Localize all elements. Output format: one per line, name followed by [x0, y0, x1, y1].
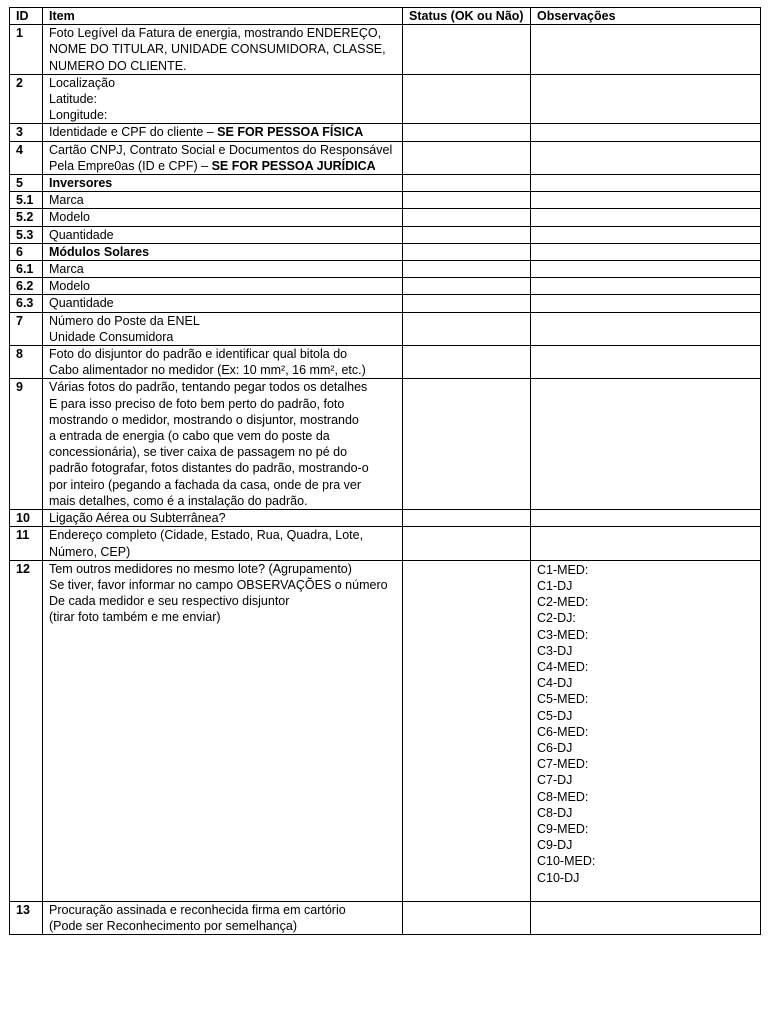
- status-cell[interactable]: [403, 226, 531, 243]
- item-line: (Pode ser Reconhecimento por semelhança): [49, 918, 298, 933]
- item-line: Número do Poste da ENEL: [49, 313, 200, 328]
- observacoes-cell[interactable]: [531, 124, 761, 141]
- breaker-field: C10-DJ: [537, 870, 580, 885]
- observacoes-cell[interactable]: [531, 175, 761, 192]
- row-id: 4: [10, 141, 43, 174]
- observacoes-cell[interactable]: [531, 192, 761, 209]
- row-item: Quantidade: [43, 295, 403, 312]
- meter-field: C1-MED:: [537, 562, 589, 577]
- table-row-5-2: [10, 209, 761, 226]
- row-id: 6.2: [10, 278, 43, 295]
- breaker-field: C3-DJ: [537, 643, 573, 658]
- row-id: 10: [10, 510, 43, 527]
- item-line: padrão fotografar, fotos distantes do padrão, mostrando-o: [49, 461, 369, 476]
- item-line: Várias fotos do padrão, tentando pegar todos os detalhes: [49, 380, 368, 395]
- item-line: Foto Legível da Fatura de energia, mostrando ENDEREÇO,: [49, 26, 382, 41]
- item-line: Cartão CNPJ, Contrato Social e Documentos do Responsável: [49, 142, 393, 157]
- status-cell[interactable]: [403, 124, 531, 141]
- item-line: Procuração assinada e reconhecida firma em cartório: [49, 902, 346, 917]
- observacoes-cell[interactable]: [531, 74, 761, 124]
- table-row-6-2: [10, 278, 761, 295]
- row-id: 3: [10, 124, 43, 141]
- table-row-7: [10, 312, 761, 345]
- meter-field: C8-MED:: [537, 789, 589, 804]
- item-line: Foto do disjuntor do padrão e identificar qual bitola do: [49, 347, 348, 362]
- row-item: [43, 346, 403, 379]
- row-item: [43, 25, 403, 75]
- row-id: 6.3: [10, 295, 43, 312]
- status-cell[interactable]: [403, 278, 531, 295]
- item-line: Se tiver, favor informar no campo OBSERVAÇÕES o número: [49, 577, 388, 592]
- meter-field: C7-MED:: [537, 757, 589, 772]
- header-status: Status (OK ou Não): [403, 8, 531, 25]
- item-line: Endereço completo (Cidade, Estado, Rua, Quadra, Lote,: [49, 528, 364, 543]
- item-text: Identidade e CPF do cliente –: [49, 125, 218, 140]
- row-id: 6.1: [10, 261, 43, 278]
- item-text: Pela Empre0as (ID e CPF) –: [49, 158, 212, 173]
- row-item: [43, 560, 403, 901]
- row-item: [43, 312, 403, 345]
- table-row-10: [10, 510, 761, 527]
- row-id: 8: [10, 346, 43, 379]
- status-cell[interactable]: [403, 510, 531, 527]
- table-row-6-3: [10, 295, 761, 312]
- item-line: mostrando o medidor, mostrando o disjuntor, mostrando: [49, 412, 359, 427]
- item-line: Número, CEP): [49, 544, 131, 559]
- status-cell[interactable]: [403, 175, 531, 192]
- row-id: 5.1: [10, 192, 43, 209]
- row-item: Modelo: [43, 209, 403, 226]
- header-observacoes: Observações: [531, 8, 761, 25]
- row-id: 13: [10, 901, 43, 934]
- table-row-2: [10, 74, 761, 124]
- meter-field: C3-MED:: [537, 627, 589, 642]
- observacoes-cell[interactable]: [531, 141, 761, 174]
- row-item: [43, 124, 403, 141]
- row-id: 5.2: [10, 209, 43, 226]
- row-id: 7: [10, 312, 43, 345]
- row-item: [43, 527, 403, 560]
- status-cell[interactable]: [403, 312, 531, 345]
- status-cell[interactable]: [403, 527, 531, 560]
- section-title: Inversores: [43, 175, 403, 192]
- table-row-3: [10, 124, 761, 141]
- table-row-5: [10, 175, 761, 192]
- item-line: Tem outros medidores no mesmo lote? (Agrupamento): [49, 561, 352, 576]
- status-cell[interactable]: [403, 901, 531, 934]
- meter-field: C6-MED:: [537, 724, 589, 739]
- table-row-4: [10, 141, 761, 174]
- table-row-8: [10, 346, 761, 379]
- status-cell[interactable]: [403, 192, 531, 209]
- meter-field: C9-MED:: [537, 821, 589, 836]
- breaker-field: C6-DJ: [537, 740, 573, 755]
- meter-field: C4-MED:: [537, 659, 589, 674]
- observacoes-cell[interactable]: [531, 226, 761, 243]
- header-item: Item: [43, 8, 403, 25]
- status-cell[interactable]: [403, 560, 531, 901]
- breaker-field: C9-DJ: [537, 838, 573, 853]
- table-row-5-3: [10, 226, 761, 243]
- observacoes-cell[interactable]: [531, 901, 761, 934]
- table-row-5-1: [10, 192, 761, 209]
- table-row-9: [10, 379, 761, 510]
- item-line: (tirar foto também e me enviar): [49, 610, 221, 625]
- row-item: Quantidade: [43, 226, 403, 243]
- item-line: De cada medidor e seu respectivo disjuntor: [49, 594, 290, 609]
- observacoes-cell[interactable]: [531, 278, 761, 295]
- observacoes-cell[interactable]: [531, 346, 761, 379]
- row-id: 5.3: [10, 226, 43, 243]
- row-id: 9: [10, 379, 43, 510]
- observacoes-cell[interactable]: [531, 209, 761, 226]
- observacoes-cell[interactable]: [531, 243, 761, 260]
- breaker-field: C8-DJ: [537, 805, 573, 820]
- item-line: por inteiro (pegando a fachada da casa, onde de pra ver: [49, 477, 362, 492]
- observacoes-cell[interactable]: [531, 379, 761, 510]
- row-id: 6: [10, 243, 43, 260]
- table-row-12: [10, 560, 761, 901]
- status-cell[interactable]: [403, 346, 531, 379]
- item-line: Cabo alimentador no medidor (Ex: 10 mm², 16 mm², etc.): [49, 363, 366, 378]
- item-line: Localização: [49, 75, 116, 90]
- row-id: 11: [10, 527, 43, 560]
- row-item: Marca: [43, 192, 403, 209]
- breaker-field: C2-DJ:: [537, 611, 576, 626]
- status-cell[interactable]: [403, 25, 531, 75]
- row-item: [43, 141, 403, 174]
- item-line: concessionária), se tiver caixa de passagem no pé do: [49, 445, 348, 460]
- observacoes-cell[interactable]: [531, 261, 761, 278]
- row-item: [43, 379, 403, 510]
- row-item: Marca: [43, 261, 403, 278]
- observacoes-cell[interactable]: [531, 25, 761, 75]
- row-item: [43, 74, 403, 124]
- section-title: Módulos Solares: [43, 243, 403, 260]
- observacoes-cell[interactable]: [531, 312, 761, 345]
- table-row-6-1: [10, 261, 761, 278]
- breaker-field: C1-DJ: [537, 578, 573, 593]
- item-line: NOME DO TITULAR, UNIDADE CONSUMIDORA, CLASSE,: [49, 42, 386, 57]
- status-cell[interactable]: [403, 295, 531, 312]
- header-id: ID: [10, 8, 43, 25]
- observacoes-cell[interactable]: [531, 527, 761, 560]
- row-id: 5: [10, 175, 43, 192]
- item-line-with-note: [49, 158, 402, 174]
- status-cell[interactable]: [403, 261, 531, 278]
- item-line: Latitude:: [49, 92, 97, 107]
- meter-field: C5-MED:: [537, 692, 589, 707]
- item-line: mais detalhes, como é a instalação do padrão.: [49, 493, 308, 508]
- row-id: 1: [10, 25, 43, 75]
- table-row-1: [10, 25, 761, 75]
- item-line: a entrada de energia (o cabo que vem do poste da: [49, 429, 330, 444]
- table-row-6: [10, 243, 761, 260]
- item-line: Unidade Consumidora: [49, 329, 174, 344]
- item-bold-note: SE FOR PESSOA JURÍDICA: [211, 158, 376, 173]
- status-cell[interactable]: [403, 141, 531, 174]
- meter-field: C10-MED:: [537, 854, 596, 869]
- observacoes-cell[interactable]: [531, 295, 761, 312]
- observacoes-cell[interactable]: [531, 560, 761, 901]
- checklist-table: [9, 7, 761, 935]
- status-cell[interactable]: [403, 379, 531, 510]
- status-cell[interactable]: [403, 209, 531, 226]
- row-id: 2: [10, 74, 43, 124]
- breaker-field: C7-DJ: [537, 773, 573, 788]
- row-id: 12: [10, 560, 43, 901]
- breaker-field: C5-DJ: [537, 708, 573, 723]
- table-row-11: [10, 527, 761, 560]
- status-cell[interactable]: [403, 74, 531, 124]
- item-bold-note: SE FOR PESSOA FÍSICA: [217, 125, 364, 140]
- observacoes-cell[interactable]: [531, 510, 761, 527]
- item-line: E para isso preciso de foto bem perto do padrão, foto: [49, 396, 345, 411]
- table-row-13: [10, 901, 761, 934]
- item-line: NUMERO DO CLIENTE.: [49, 58, 187, 73]
- meter-field: C2-MED:: [537, 595, 589, 610]
- row-item: Ligação Aérea ou Subterrânea?: [43, 510, 403, 527]
- breaker-field: C4-DJ: [537, 676, 573, 691]
- item-line: Longitude:: [49, 108, 108, 123]
- header-row: [10, 8, 761, 25]
- row-item: Modelo: [43, 278, 403, 295]
- status-cell[interactable]: [403, 243, 531, 260]
- row-item: [43, 901, 403, 934]
